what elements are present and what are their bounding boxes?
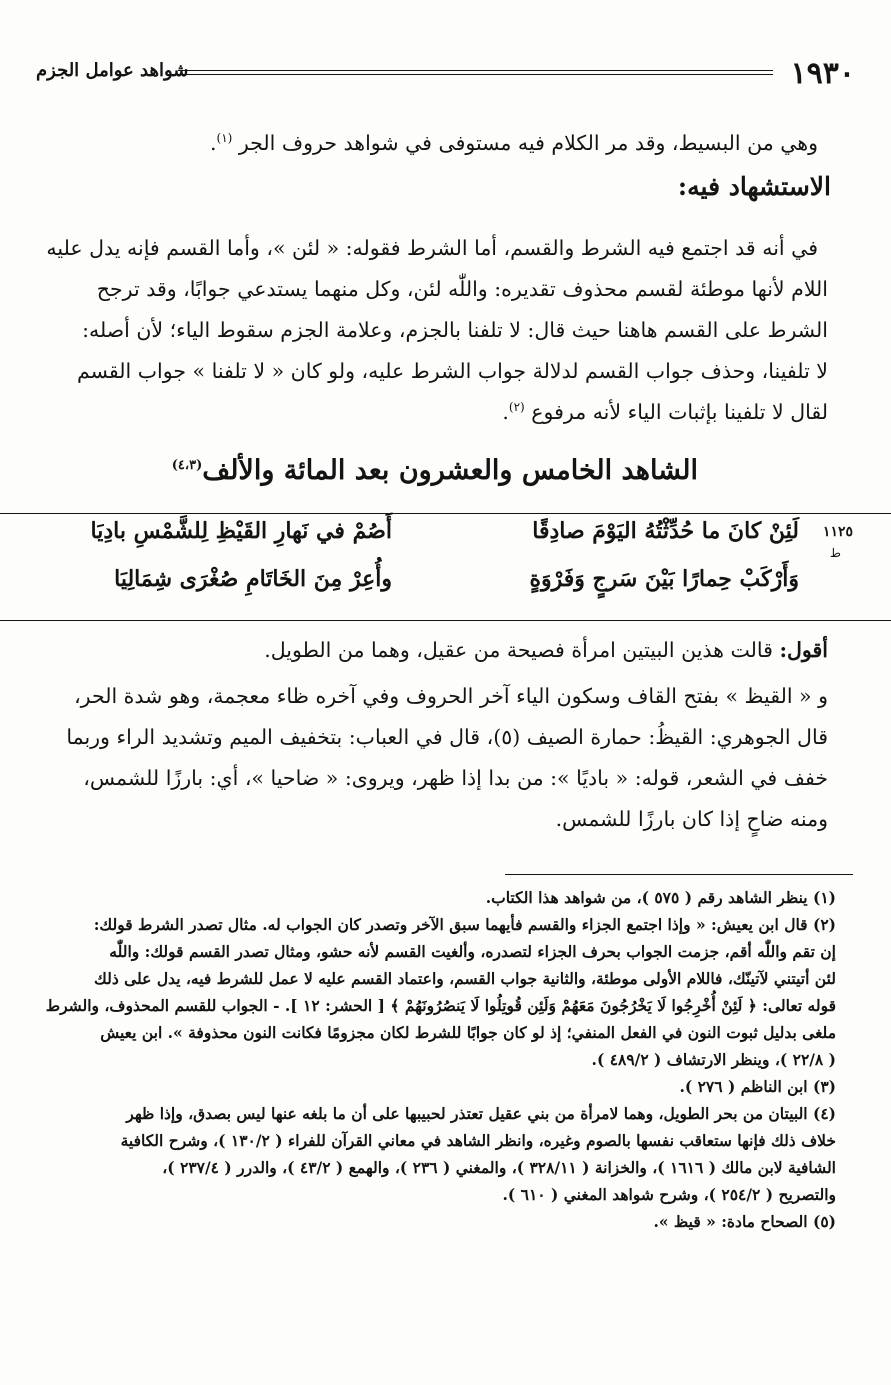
running-title: شواهد عوامل الجزم [36, 60, 189, 81]
footnote-line: ملغى بدليل ثبوت النون في الفعل المنفي؛ إذ لو كان جوابًا للشرط لكان مجزومًا فكانت النون محذوفة ». ابن يعيش [100, 1023, 836, 1042]
footnote-line: والتصريح ( ٢٥٤/٢ )، وشرح شواهد المغني ( ٦١٠ ). [502, 1185, 836, 1204]
verse-line1-second-hemistich: أَصُمْ في نَهارِ القَيْظِ لِلشَّمْسِ بادِيَا [90, 518, 392, 544]
footnote-ref: (٤،٣) [171, 458, 203, 473]
header-rule [178, 70, 773, 75]
commentary-paragraph [34, 676, 828, 840]
verse-line2-first-hemistich: وَأَرْكَبْ حِمارًا بَيْنَ سَرجٍ وَفَرْوَةٍ [529, 566, 799, 592]
footnote-rule [505, 874, 853, 875]
paragraph-line: الشرط على القسم هاهنا حيث قال: لا تلفنا بالجزم، وعلامة الجزم سقوط الياء؛ لأن أصله: [82, 318, 828, 342]
paragraph-line: اللام لأنها موطئة لقسم محذوف تقديره: واللّٰه لئن، وكل منهما يستدعي جوابًا، وقد ترجح [96, 277, 828, 301]
footnote-line: (٤) البيتان من بحر الطويل، وهما لامرأة من بني عقيل تعتذر لحبيبها على أن ما بلغه عنها ليس بصدق، وإذا ظهر [126, 1104, 836, 1123]
footnote-ref: (١) [216, 131, 233, 146]
footnote-line: الشافية لابن مالك ( ١٦١٦ )، والخزانة ( ٣٢٨/١١ )، والمغني ( ٢٣٦ )، والهمع ( ٤٣/٢ )، والدرر ( ٢٣٧/٤ )، [162, 1158, 836, 1177]
paragraph-line: لا تلفينا، وحذف جواب القسم لدلالة جواب الشرط عليه، ولو كان « لا تلفنا » جواب القسم [76, 359, 828, 383]
aqul-label: أقول: [779, 638, 828, 662]
paragraph-line: ومنه ضاحٍ إذا كان بارزًا للشمس. [555, 807, 828, 831]
section-heading-istishhad: الاستشهاد فيه: [677, 172, 831, 201]
verse-line2-second-hemistich: وأُعِرْ مِنَ الخَاتَامِ صُغْرَى شِمَالِيَا [114, 566, 392, 592]
verse-line1-first-hemistich: لَئِنْ كانَ ما حُدِّثْتُهُ اليَوْمَ صادِقًا [532, 518, 799, 544]
paragraph-line: خفف في الشعر، قوله: « باديًا »: من بدا إذا ظهر، ويروى: « ضاحيا »، أي: بارزًا للشمس، [83, 766, 828, 790]
paragraph-line: و « القيظ » بفتح القاف وسكون الياء آخر الحروف وفي آخره ظاء معجمة، وهو شدة الحر، [74, 684, 828, 708]
paragraph-line: قال الجوهري: القيظُ: حمارة الصيف (٥)، قال في العباب: بتخفيف الميم وتشديد الراء وربما [66, 725, 828, 749]
footnote-line: لئن أتيتني لآتينّك، فاللام الأولى موطئة، والثانية جواب القسم، واعتماد القسم عليه لا عمل للشرط فيه، يدل على ذلك [94, 969, 836, 988]
footnote-line: (١) ينظر الشاهد رقم ( ٥٧٥ )، من شواهد هذا الكتاب. [485, 888, 836, 907]
verse-meter-mark: ط [829, 546, 841, 560]
verse-top-rule [0, 513, 891, 514]
footnote-line: إن تقم واللّٰه أقم، جزمت الجواب بحرف الجزاء لتصدره، وألغيت القسم لأنه حشو، ومثال تصدر القسم قولك: واللّٰه [109, 942, 836, 961]
footnote-line: (٥) الصحاح مادة: « قيظ ». [653, 1212, 836, 1231]
footnotes [36, 884, 836, 1235]
paragraph-line: في أنه قد اجتمع فيه الشرط والقسم، أما الشرط فقوله: « لئن »، وأما القسم فإنه يدل عليه [46, 236, 818, 260]
footnote-line: قوله تعالى: ﴿ لَئِنْ أُخْرِجُوا لَا يَخْرُجُونَ مَعَهُمْ وَلَئِن قُوتِلُوا لَا يَنصُرُونَهُمْ ﴾ [ الحشر: ١٢ ]. - الجواب للقسم المحذوف، والشرط [45, 996, 836, 1015]
shahid-heading: الشاهد الخامس والعشرون بعد المائة والألف$^{(٤،٣)}$ [171, 455, 698, 486]
footnote-line: (٢) قال ابن يعيش: « وإذا اجتمع الجزاء والقسم فأيهما سبق الآخر وتصدر كان الجواب له. مثال تصدر الشرط قولك: [93, 915, 836, 934]
aqul-line: أقول: قالت هذين البيتين امرأة فصيحة من عقيل، وهما من الطويل. [264, 638, 828, 662]
verse-number: ١١٢٥ [822, 524, 853, 540]
footnote-ref: (٢) [508, 400, 525, 415]
footnote-line: (٣) ابن الناظم ( ٢٧٦ ). [679, 1077, 836, 1096]
footnote-line: ( ٢٢/٨ )، وينظر الارتشاف ( ٤٨٩/٢ ). [591, 1050, 836, 1069]
intro-text: وهي من البسيط، وقد مر الكلام فيه مستوفى في شواهد حروف الجر [238, 131, 818, 155]
istishhad-paragraph [34, 228, 828, 433]
verse-bottom-rule [0, 620, 891, 621]
footnote-line: خلاف ذلك فإنها ستعاقب نفسها بالصوم وغيره، وانظر الشاهد في معاني القرآن للفراء ( ١٣٠/٢ )، وشرح الكافية [120, 1131, 836, 1150]
paragraph-line: لقال لا تلفينا بإثبات الياء لأنه مرفوع $^{(٢)}$. [502, 400, 828, 424]
intro-line: وهي من البسيط، وقد مر الكلام فيه مستوفى في شواهد حروف الجر $^{(١)}$. [209, 131, 818, 155]
page-number: ١٩٣٠ [790, 56, 855, 91]
